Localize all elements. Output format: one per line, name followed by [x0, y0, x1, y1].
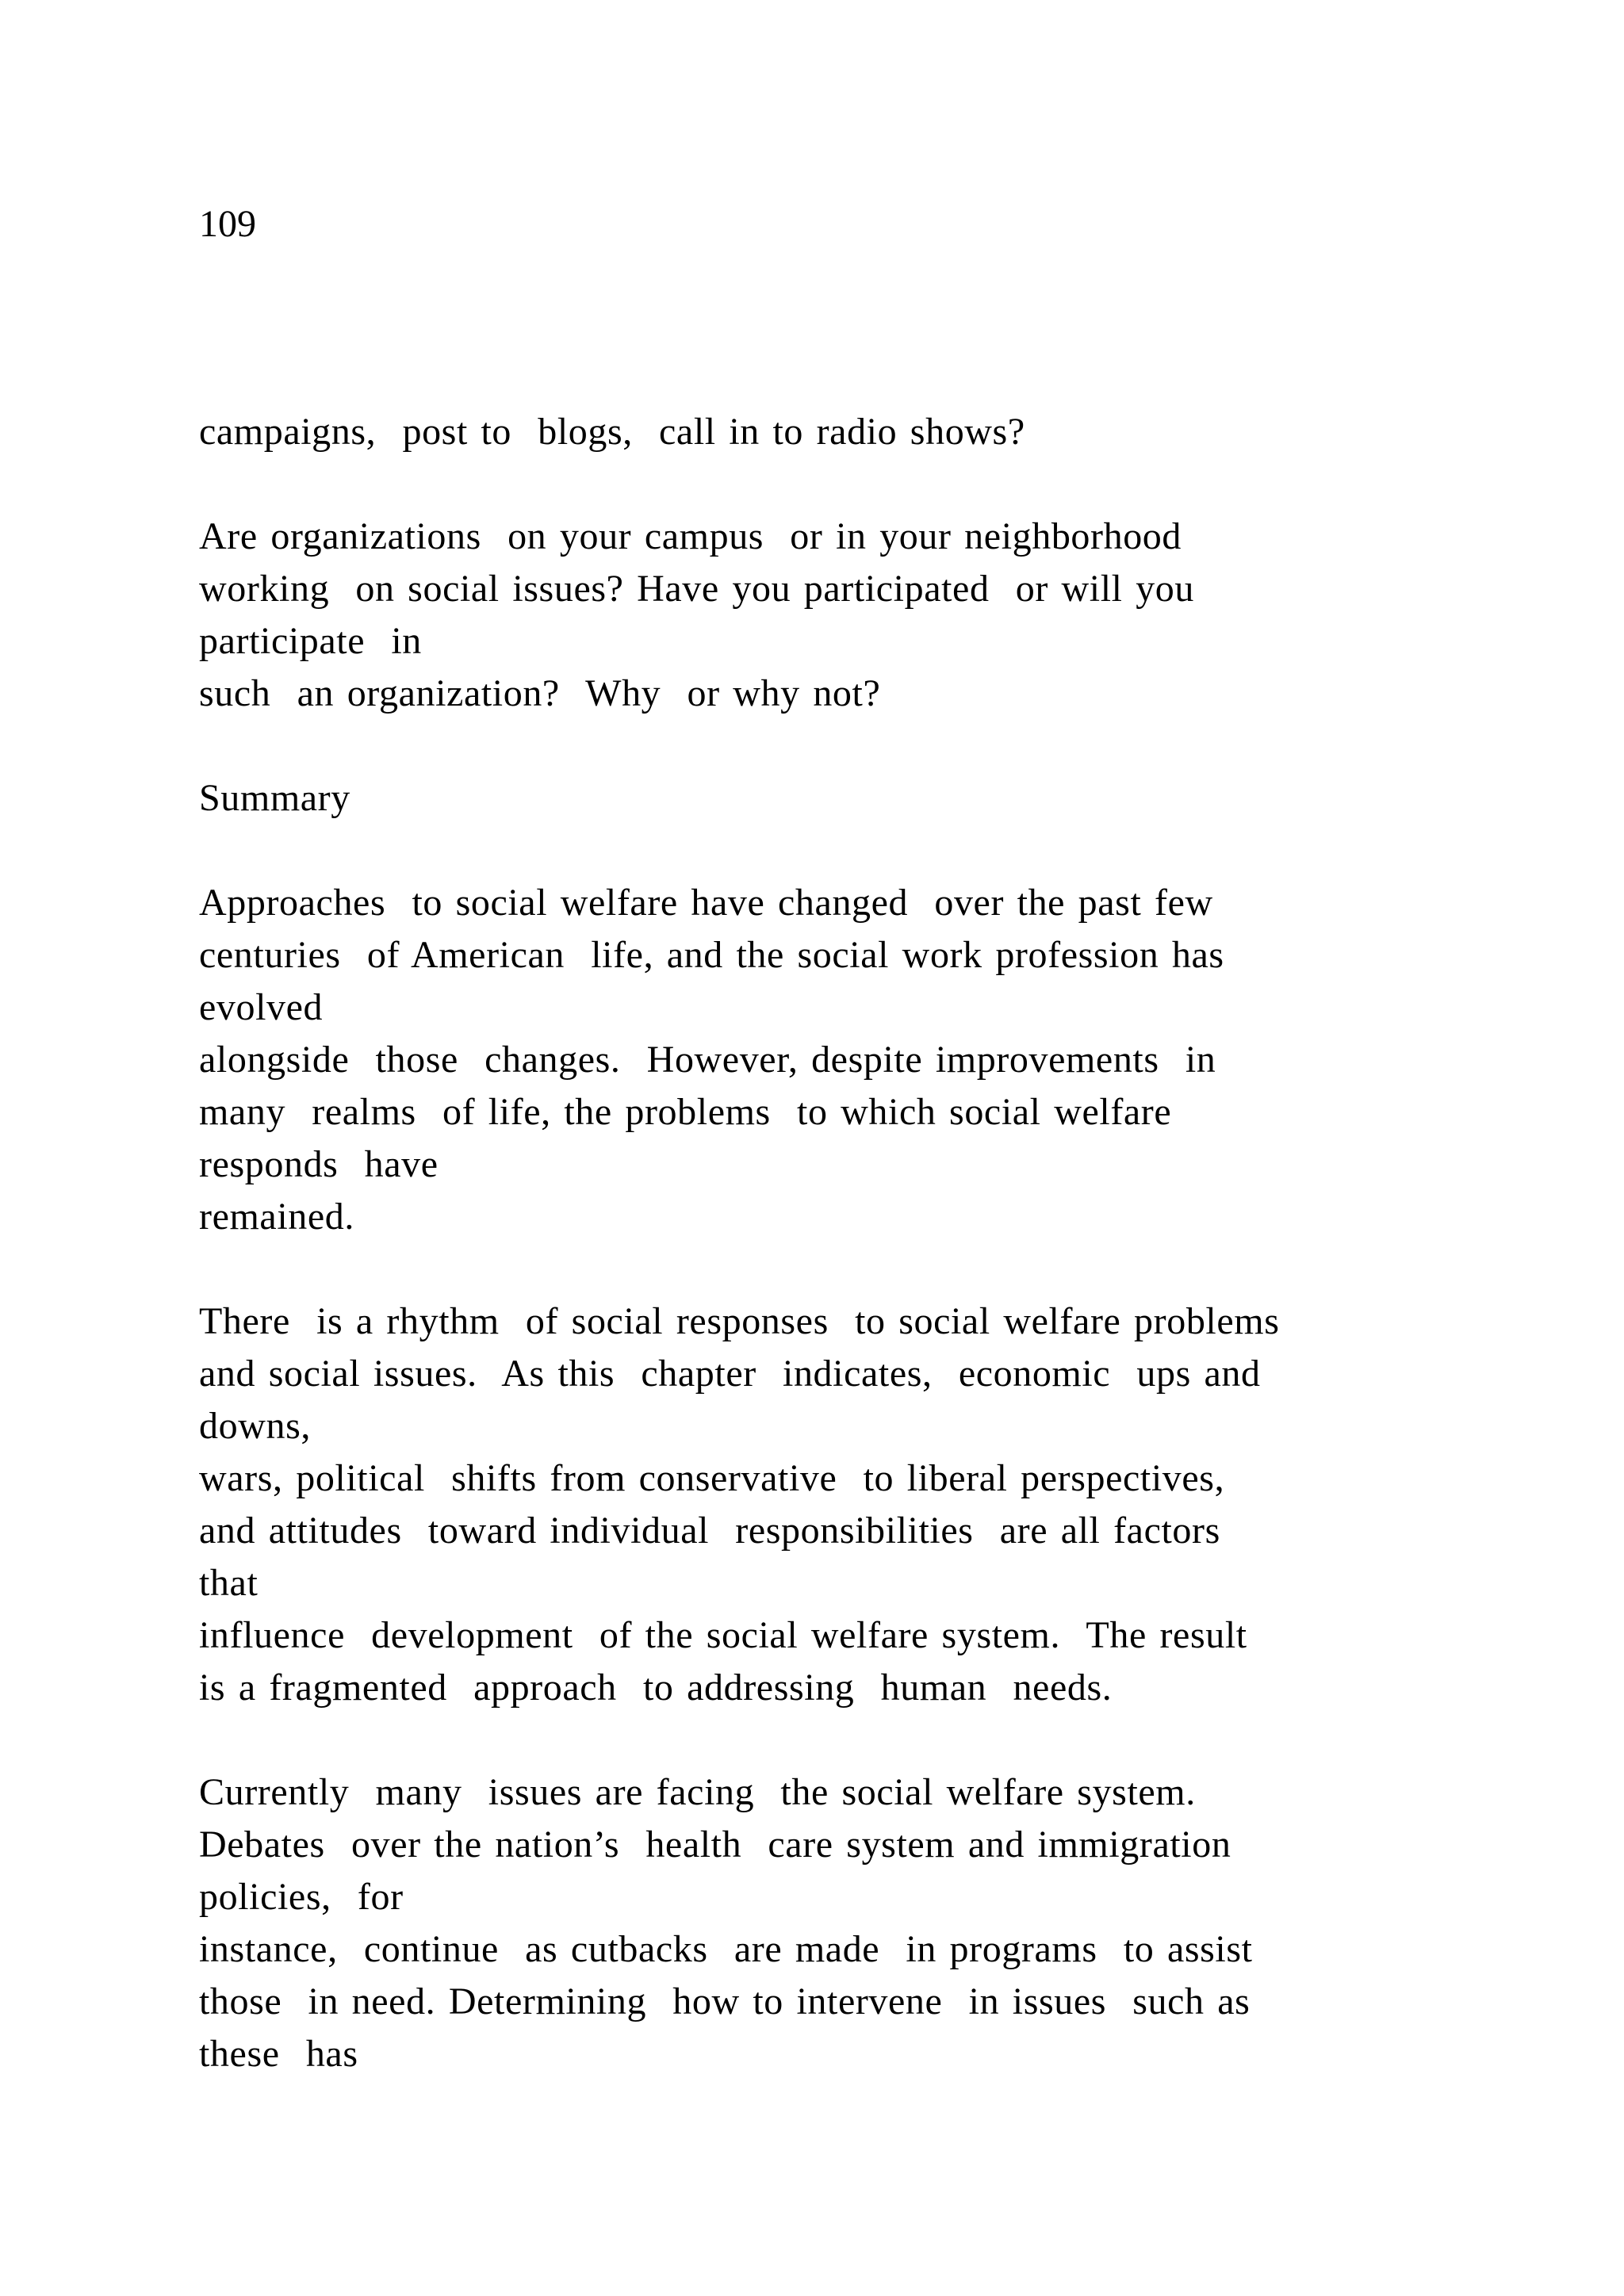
- text-line: There is a rhythm of social responses to social welfare problems: [199, 1300, 1280, 1342]
- text-line: Approaches to social welfare have changed over the past few: [199, 882, 1213, 924]
- page-number: 109: [199, 203, 256, 245]
- paragraph-gap: [199, 458, 1500, 511]
- paragraph-gap: [199, 1243, 1500, 1295]
- text-line: wars, political shifts from conservative to liberal perspectives,: [199, 1457, 1225, 1499]
- text-line: and attitudes toward individual responsibilities are all factors: [199, 1510, 1220, 1552]
- text-line: instance, continue as cutbacks are made in programs to assist: [199, 1928, 1253, 1970]
- text-line: evolved: [199, 986, 324, 1028]
- text-line: such an organization? Why or why not?: [199, 672, 881, 714]
- text-line: working on social issues? Have you participated or will you: [199, 568, 1195, 610]
- text-line: many realms of life, the problems to which social welfare: [199, 1091, 1172, 1133]
- paragraph-gap: [199, 825, 1500, 877]
- text-line: participate in: [199, 620, 422, 662]
- text-line: remained.: [199, 1196, 354, 1238]
- text-line: policies, for: [199, 1876, 404, 1918]
- text-line: those in need. Determining how to intervene in issues such as: [199, 1980, 1251, 2022]
- text-line: Debates over the nation’s health care system and immigration: [199, 1823, 1231, 1866]
- text-line: influence development of the social welfare system. The result: [199, 1614, 1247, 1656]
- text-line: Currently many issues are facing the social welfare system.: [199, 1771, 1196, 1813]
- text-line: is a fragmented approach to addressing human needs.: [199, 1667, 1113, 1709]
- text-line: alongside those changes. However, despite improvements in: [199, 1039, 1216, 1081]
- section-heading: Summary: [199, 777, 350, 819]
- paragraph-gap: [199, 1714, 1500, 1766]
- text-line: campaigns, post to blogs, call in to radio shows?: [199, 411, 1025, 453]
- text-line: centuries of American life, and the social work profession has: [199, 934, 1224, 976]
- text-line: downs,: [199, 1405, 311, 1447]
- text-line: and social issues. As this chapter indicates, economic ups and: [199, 1353, 1261, 1395]
- text-line: these has: [199, 2033, 358, 2075]
- body-text: [199, 406, 1500, 2080]
- text-line: Are organizations on your campus or in your neighborhood: [199, 515, 1182, 557]
- text-line: that: [199, 1562, 259, 1604]
- text-line: responds have: [199, 1143, 439, 1185]
- paragraph-gap: [199, 720, 1500, 772]
